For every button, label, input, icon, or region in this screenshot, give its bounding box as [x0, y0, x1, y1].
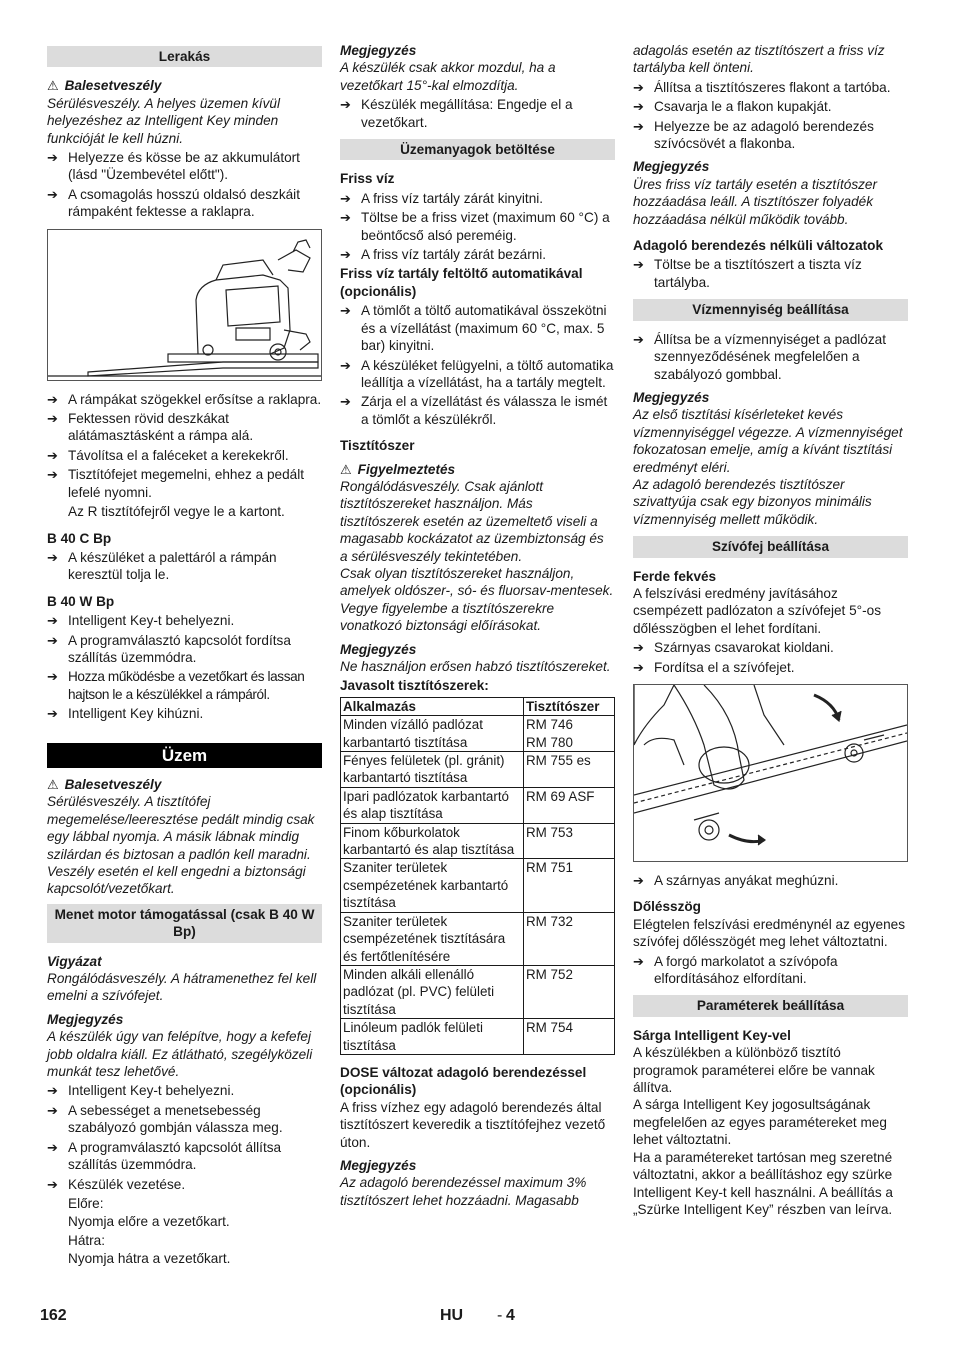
table-row: Minden alkáli ellenálló padlózat (pl. PVC) felületi tisztítása RM 752: [341, 965, 615, 1018]
table-row: Szaniter területek csempézetének karbantartó tisztítása RM 751: [341, 859, 615, 912]
table-row: Szaniter területek csempézetének tisztítására és fertőtlenítésére RM 732: [341, 912, 615, 965]
arrow-bullet-icon: ➔: [47, 1083, 58, 1099]
arrow-bullet-icon: ➔: [47, 467, 58, 483]
note-text: Az adagoló berendezéssel maximum 3% tisztítószert lehet hozzáadni. Magasabb: [340, 1175, 587, 1208]
note-text-continued: adagolás esetén az tisztítószert a friss víz tartályba kell önteni.: [633, 43, 885, 76]
sarga-text: Ha a paramétereket tartósan meg szeretné változtatni, akkor a beállításhoz egy szürke Intelligent Key-t kell használni. A beállítás a „Szürke Intelligent Key” részben van leírva.: [633, 1149, 893, 1217]
caution-heading: Vigyázat: [47, 953, 102, 969]
warning-heading: ⚠ Figyelmeztetés: [340, 461, 456, 477]
table-header-cell: Alkalmazás: [341, 697, 524, 715]
column-1: [47, 42, 322, 1269]
section-menet-title: Menet motor támogatással (csak B 40 W Bp): [47, 904, 322, 943]
arrow-bullet-icon: ➔: [633, 873, 644, 888]
arrow-bullet-icon: ➔: [633, 640, 644, 656]
arrow-bullet-icon: ➔: [633, 257, 644, 273]
recommended-cleaners-table: [340, 697, 615, 1055]
note-text: Üres friss víz tartály esetén a tisztítószer hozzáadása leáll. A tisztítószer folyadék hozzáadása nélkül működik tovább.: [633, 176, 878, 227]
warning-text: Vegye figyelembe a tisztítószerekre vonatkozó biztonsági előírásokat.: [340, 600, 555, 634]
ferde-title: Ferde fekvés: [633, 568, 717, 584]
sarga-text: A készülékben a különböző tisztító programok paraméterei előre be vannak állítva.: [633, 1045, 875, 1096]
arrow-bullet-icon: ➔: [633, 79, 644, 95]
note-heading: Megjegyzés: [633, 389, 710, 405]
arrow-bullet-icon: ➔: [47, 1102, 58, 1118]
arrow-bullet-icon: ➔: [340, 190, 351, 206]
arrow-bullet-icon: ➔: [47, 150, 58, 166]
list-item: ➔ A szárnyas anyákat meghúzni.: [633, 873, 839, 888]
arrow-bullet-icon: ➔: [340, 97, 351, 113]
sub-line: Nyomja előre a vezetőkart.: [68, 1214, 230, 1230]
note-text: Az első tisztítási kísérleteket kevés vízmennyiséggel végezze. A vízmennyiséget fokozatosan emelje, amíg a kívánt tisztítási eredményt eléri.: [633, 407, 903, 475]
list-item: ➔ Készülék megállítása: Engedje el a vezetőkart.: [340, 97, 573, 130]
warning-text: Csak olyan tisztítószereket használjon, amelyek oldószer-, só- és fluorsav-mentesek.: [340, 565, 614, 599]
table-row: Linóleum padlók felületi tisztítása RM 754: [341, 1019, 615, 1055]
doles-text: Elégtelen felszívási eredménynél az egyenes szívófej dőlésszögét meg lehet változtatni.: [633, 916, 906, 950]
arrow-bullet-icon: ➔: [633, 99, 644, 115]
arrow-bullet-icon: ➔: [47, 632, 58, 648]
list-item: ➔ Intelligent Key kihúzni.: [47, 706, 204, 722]
list-item: ➔ A rámpákat szögekkel erősítse a raklapra.: [47, 391, 322, 407]
note-heading: Megjegyzés: [633, 159, 710, 175]
arrow-bullet-icon: ➔: [47, 1176, 58, 1192]
warning-text: Rongálódásveszély. Csak ajánlott tisztítószereket használjon. Más tisztítószerek esetén az üzemeltető viseli a magasabb kockázatot az üzembiztonság és a sérülésveszély tekintetében.: [340, 478, 604, 564]
footer-sep: -: [497, 1307, 503, 1324]
table-row: Ipari padlózatok karbantartó és alap tisztítása RM 69 ASF: [341, 787, 615, 823]
nodose-title: Adagoló berendezés nélküli változatok: [633, 238, 884, 254]
arrow-bullet-icon: ➔: [47, 1139, 58, 1155]
column-2: [340, 42, 615, 1209]
list-item: ➔ Tisztítófejet megemelni, ehhez a pedált lefelé nyomni.: [47, 467, 305, 500]
arrow-bullet-icon: ➔: [47, 411, 58, 427]
arrow-bullet-icon: ➔: [47, 549, 58, 565]
note-heading: Megjegyzés: [340, 43, 417, 58]
list-item: ➔ Állítsa a tisztítószeres flakont a tartóba.: [633, 79, 891, 95]
arrow-bullet-icon: ➔: [340, 394, 351, 410]
arrow-bullet-icon: ➔: [47, 706, 58, 722]
list-item: ➔ A programválasztó kapcsolót fordítsa szállítás üzemmódra.: [47, 632, 291, 665]
sub-line: Hátra:: [68, 1232, 106, 1248]
arrow-bullet-icon: ➔: [633, 953, 644, 969]
note-r-head: Az R tisztítófejről vegye le a kartont.: [68, 504, 285, 520]
recommended-title: Javasolt tisztítószerek:: [340, 678, 489, 694]
warning-heading: ⚠ Balesetveszély: [47, 78, 162, 94]
warning-heading: ⚠ Balesetveszély: [47, 776, 162, 792]
section-szivo-title: Szívófej beállítása: [633, 536, 908, 557]
note-text: Ne használjon erősen habzó tisztítószereket.: [340, 659, 611, 674]
list-item: ➔ Helyezze és kösse be az akkumulátort (lásd "Üzembevétel előtt").: [47, 150, 300, 183]
page-number: 162: [40, 1307, 67, 1324]
warning-triangle-icon: ⚠: [47, 776, 59, 792]
list-item: ➔ A friss víz tartály zárát bezárni.: [340, 247, 547, 263]
table-row: Finom kőburkolatok karbantartó és alap tisztítása RM 753: [341, 823, 615, 859]
note-text: A készülék csak akkor mozdul, ha a vezetőkart 15°-kal elmozdítja.: [340, 60, 556, 93]
dose-title: DOSE változat adagoló berendezéssel (opcionális): [340, 1064, 587, 1098]
arrow-bullet-icon: ➔: [340, 210, 351, 226]
caution-text: Rongálódásveszély. A hátramenethez fel kell emelni a szívófejet.: [47, 971, 317, 1004]
ferde-text: A felszívási eredmény javításához csempézett padlózaton a szívófejet 5°-os dőlésszögben el lehet fordítani.: [633, 585, 881, 636]
arrow-bullet-icon: ➔: [340, 303, 351, 319]
list-item: ➔ Készülék vezetése.: [47, 1176, 186, 1192]
auto-title: Friss víz tartály feltöltő automatikával (opcionális): [340, 266, 583, 299]
list-item: ➔ Szárnyas csavarokat kioldani.: [633, 640, 834, 656]
note-text: A készülék úgy van felépítve, hogy a kefefej jobb oldalra kiáll. Ez átlátható, szegélyközeli munkát tesz lehetővé.: [47, 1029, 313, 1080]
list-item: ➔ A készüléket a palettáról a rámpán keresztül tolja le.: [47, 549, 277, 583]
note-heading: Megjegyzés: [340, 1157, 417, 1173]
warning-triangle-icon: ⚠: [340, 461, 352, 477]
machine-ramp-drawing: [48, 230, 321, 380]
arrow-bullet-icon: ➔: [47, 669, 58, 685]
note-text: Az adagoló berendezés tisztítószer szivattyúja csak egy bizonyos minimális vízmennyiség mellett működik.: [633, 476, 872, 527]
table-row: Minden vízálló padlózat karbantartó tisztítása RM 746 RM 780: [341, 716, 615, 752]
friss-title: Friss víz: [340, 171, 395, 187]
sub-line: Előre:: [68, 1195, 104, 1211]
sub-line: Nyomja hátra a vezetőkart.: [68, 1251, 231, 1267]
arrow-bullet-icon: ➔: [633, 118, 644, 134]
list-item: ➔ Távolítsa el a faléceket a kerekekről.: [47, 447, 289, 463]
list-item: ➔ Csavarja le a flakon kupakját.: [633, 99, 832, 115]
list-item: ➔ A forgó markolatot a szívópofa elfordításához elfordítani.: [633, 953, 838, 987]
column-3: [633, 42, 908, 1218]
warning-text: Sérülésveszély. A tisztítófej megemelése/leeresztése pedált mindig csak egy lábbal nyomja. A másik lábnak mindig szilárdan és biztosan a padlón kell maradni. Veszély esetén el kell engedni a biztonsági kapcsolót/vezetőkart.: [47, 794, 315, 897]
list-item: ➔ Zárja el a vízellátást és válassza le ismét a tömlőt a készülékről.: [340, 394, 608, 427]
list-item: ➔ A tömlőt a töltő automatikával összekötni és a vízellátást (maximum 60 °C, max. 5 bar) kinyitni.: [340, 303, 607, 354]
section-uzem-title: Üzem: [47, 743, 322, 768]
machine-ramp-illustration: [47, 229, 322, 381]
sarga-text: A sárga Intelligent Key jogosultságának megfelelően az egyes paramétereket meg lehet változtatni.: [633, 1097, 887, 1148]
list-item: ➔ A friss víz tartály zárát kinyitni.: [340, 190, 544, 206]
list-item: ➔ Hozza működésbe a vezetőkart és lassan hajtson le a készülékkel a rámpáról.: [47, 669, 305, 702]
footer-lang: HU: [440, 1307, 464, 1324]
arrow-bullet-icon: ➔: [47, 391, 58, 407]
list-item: ➔ Töltse be a tisztítószert a tiszta víz tartályba.: [633, 257, 862, 290]
squeegee-drawing: [634, 685, 907, 861]
list-item: ➔ Helyezze be az adagoló berendezés szívócsövét a flakonba.: [633, 118, 874, 152]
arrow-bullet-icon: ➔: [340, 247, 351, 263]
warning-triangle-icon: ⚠: [47, 78, 59, 94]
arrow-bullet-icon: ➔: [47, 447, 58, 463]
footer-num: 4: [506, 1307, 515, 1324]
list-item: ➔ Töltse be a friss vizet (maximum 60 °C) a beöntőcső alsó pereméig.: [340, 210, 610, 243]
list-item: ➔ A sebességet a menetsebesség szabályozó gombján válassza meg.: [47, 1102, 283, 1136]
list-item: ➔ Intelligent Key-t behelyezni.: [47, 613, 235, 629]
squeegee-illustration: [633, 684, 908, 862]
section-lerakas-title: Lerakás: [47, 46, 322, 67]
section-viz-title: Vízmennyiség beállítása: [633, 299, 908, 320]
arrow-bullet-icon: ➔: [633, 659, 644, 675]
arrow-bullet-icon: ➔: [47, 186, 58, 202]
list-item: ➔ Fektessen rövid deszkákat alátámasztásként a rámpa alá.: [47, 411, 254, 444]
section-param-title: Paraméterek beállítása: [633, 995, 908, 1016]
table-header-cell: Tisztítószer: [524, 697, 615, 715]
list-item: ➔ Fordítsa el a szívófejet.: [633, 659, 795, 675]
table-row: Fényes felületek (pl. gránit) karbantartó tisztítása RM 755 es: [341, 752, 615, 788]
arrow-bullet-icon: ➔: [633, 331, 644, 347]
list-item: ➔ A csomagolás hosszú oldalsó deszkáit rámpaként fektesse a raklapra.: [47, 186, 300, 220]
list-item: ➔ Állítsa be a vízmennyiséget a padlózat szennyeződésének megfelelően a szabályozó gombbal.: [633, 331, 886, 382]
note-heading: Megjegyzés: [340, 641, 417, 657]
sarga-title: Sárga Intelligent Key-vel: [633, 1027, 791, 1043]
b40c-title: B 40 C Bp: [47, 530, 112, 546]
note-heading: Megjegyzés: [47, 1011, 124, 1027]
section-uzemanyag-title: Üzemanyagok betöltése: [340, 139, 615, 160]
list-item: ➔ A készüléket felügyelni, a töltő automatika leállítja a vízellátást, ha a tartály megtelt.: [340, 357, 614, 390]
b40w-title: B 40 W Bp: [47, 593, 115, 609]
arrow-bullet-icon: ➔: [47, 613, 58, 629]
list-item: ➔ A programválasztó kapcsolót állítsa szállítás üzemmódra.: [47, 1139, 282, 1173]
arrow-bullet-icon: ➔: [340, 357, 351, 373]
dose-text: A friss vízhez egy adagoló berendezés által tisztítószert keveredik a tisztítófejhez vezető úton.: [340, 1099, 606, 1150]
table-header-row: [341, 697, 615, 715]
warning-text: Sérülésveszély. A helyes üzemen kívül helyezéshez az Intelligent Key minden funkcióját le kell húzni.: [47, 95, 280, 146]
doles-title: Dőlésszög: [633, 899, 701, 915]
tiszt-title: Tisztítószer: [340, 438, 415, 454]
list-item: ➔ Intelligent Key-t behelyezni.: [47, 1083, 235, 1099]
